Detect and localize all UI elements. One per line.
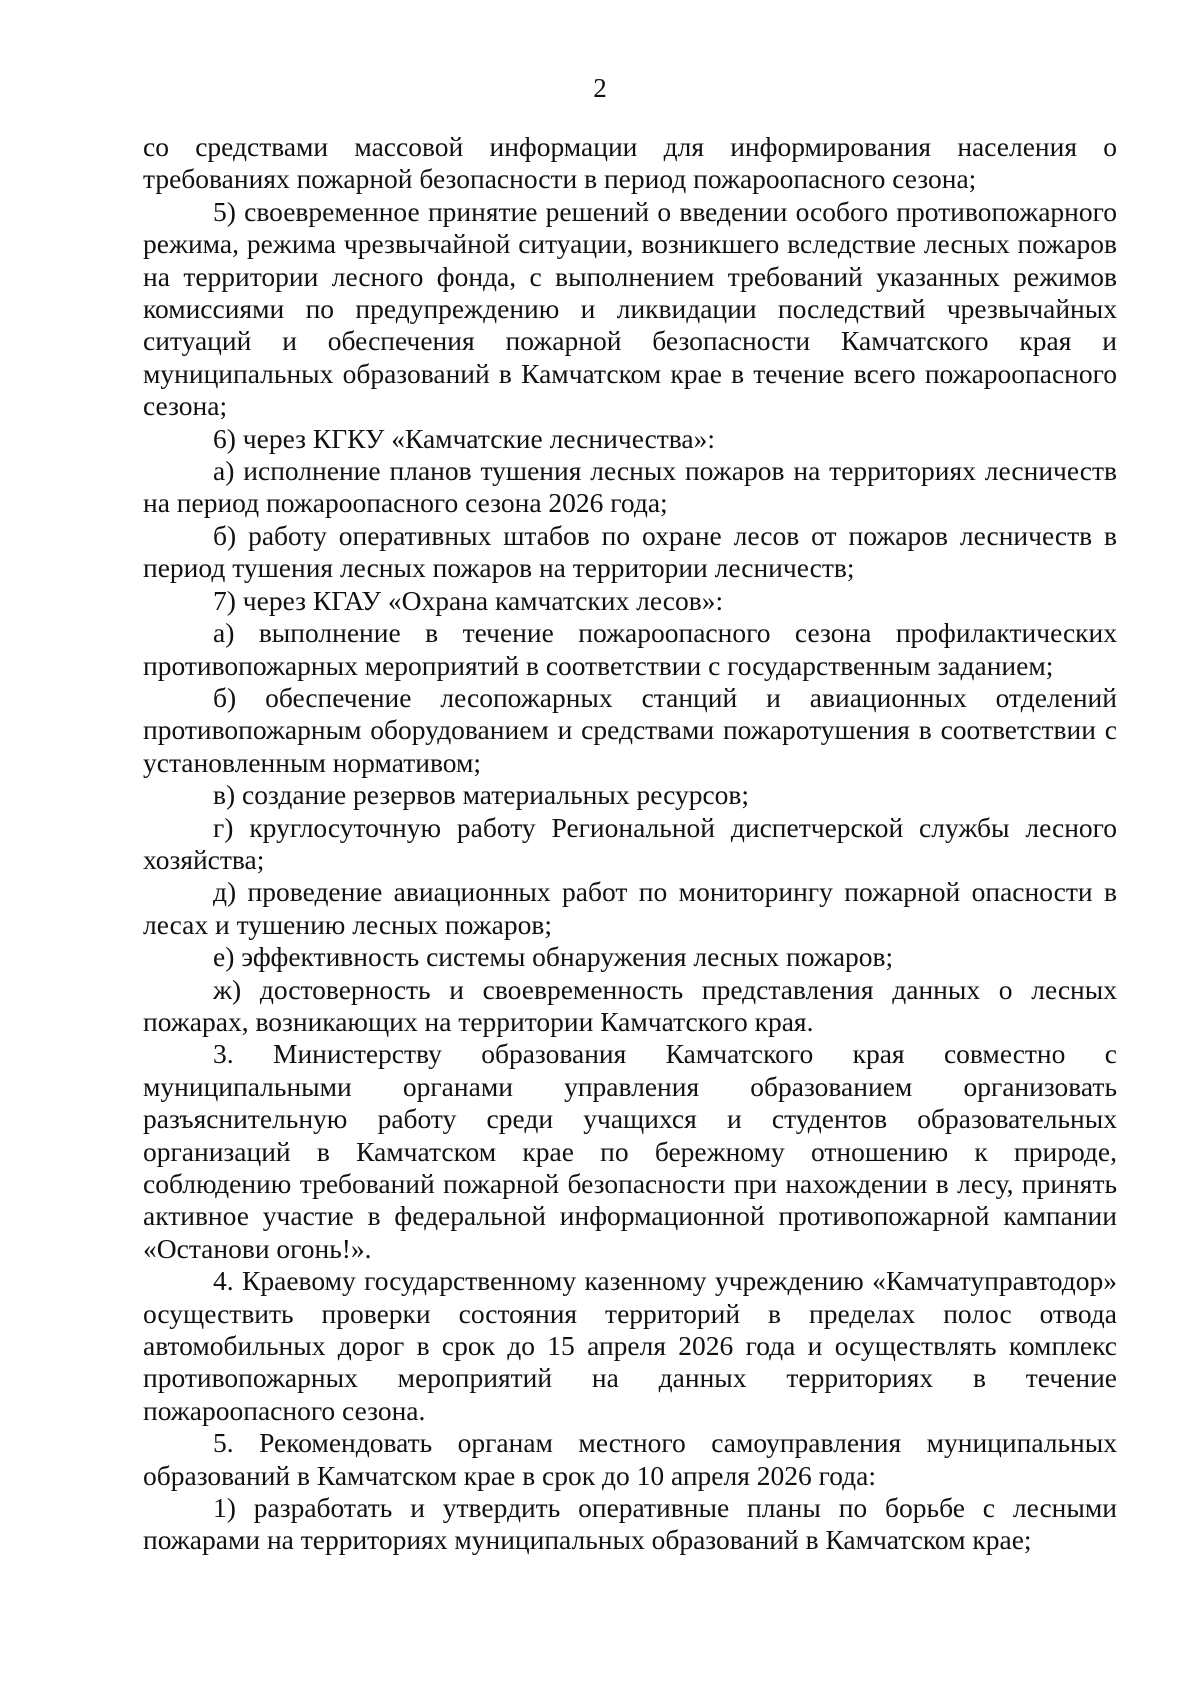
paragraph-continuation: со средствами массовой информации для информирования населения о требованиях пожарной безопасности в период пожароопасного сезона; <box>143 131 1117 195</box>
paragraph-item-7a: а) выполнение в течение пожароопасного сезона профилактических противопожарных мероприятий в соответствии с государственным заданием; <box>143 617 1117 681</box>
paragraph-section-5-item-1: 1) разработать и утвердить оперативные планы по борьбе с лесными пожарами на территориях муниципальных образований в Камчатском крае; <box>143 1492 1117 1556</box>
paragraph-item-7: 7) через КГАУ «Охрана камчатских лесов»: <box>213 584 724 616</box>
paragraph-item-6a: а) исполнение планов тушения лесных пожаров на территориях лесничеств на период пожароопасного сезона 2026 года; <box>143 455 1117 519</box>
paragraph-item-6: 6) через КГКУ «Камчатские лесничества»: <box>213 422 716 454</box>
paragraph-item-5: 5) своевременное принятие решений о введении особого противопожарного режима, режима чрезвычайной ситуации, возникшего вследствие лесных пожаров на территории лесного фонда, с выполнением требований указанных режимов комиссиями по предупреждению и ликвидации последствий чрезвычайных ситуаций и обеспечения пожарной безопасности Камчатского края и муниципальных образований в Камчатском крае в течение всего пожароопасного сезона; <box>143 195 1117 422</box>
paragraph-item-7e: е) эффективность системы обнаружения лесных пожаров; <box>213 941 894 973</box>
paragraph-section-4: 4. Краевому государственному казенному учреждению «Камчатуправтодор» осуществить проверки состояния территорий в пределах полос отвода автомобильных дорог в срок до 15 апреля 2026 года и осуществлять комплекс противопожарных мероприятий на данных территориях в течение пожароопасного сезона. <box>143 1265 1117 1426</box>
paragraph-item-7g: г) круглосуточную работу Региональной диспетчерской службы лесного хозяйства; <box>143 811 1117 875</box>
paragraph-item-7b: б) обеспечение лесопожарных станций и авиационных отделений противопожарным оборудованием и средствами пожаротушения в соответствии с установленным нормативом; <box>143 681 1117 778</box>
page-number: 2 <box>593 73 607 103</box>
paragraph-section-5: 5. Рекомендовать органам местного самоуправления муниципальных образований в Камчатском крае в срок до 10 апреля 2026 года: <box>143 1427 1117 1491</box>
document-body <box>143 131 1117 1557</box>
paragraph-item-7v: в) создание резервов материальных ресурсов; <box>213 779 750 811</box>
paragraph-item-6b: б) работу оперативных штабов по охране лесов от пожаров лесничеств в период тушения лесных пожаров на территории лесничеств; <box>143 519 1117 584</box>
paragraph-section-3: 3. Министерству образования Камчатского края совместно с муниципальными органами управления образованием организовать разъяснительную работу среди учащихся и студентов образовательных организаций в Камчатском крае по бережному отношению к природе, соблюдению требований пожарной безопасности при нахождении в лесу, принять активное участие в федеральной информационной противопожарной кампании «Останови огонь!». <box>143 1038 1117 1264</box>
paragraph-item-7d: д) проведение авиационных работ по мониторингу пожарной опасности в лесах и тушению лесных пожаров; <box>143 876 1117 940</box>
paragraph-item-7zh: ж) достоверность и своевременность представления данных о лесных пожарах, возникающих на территории Камчатского края. <box>143 973 1117 1037</box>
